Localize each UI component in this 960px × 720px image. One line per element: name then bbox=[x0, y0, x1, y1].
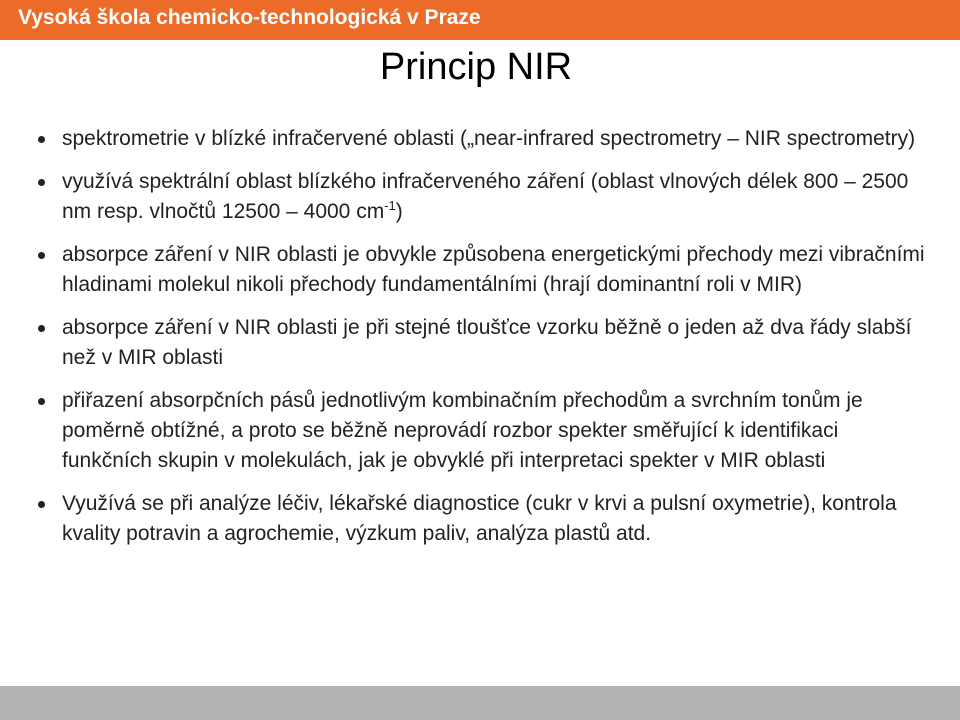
bullet-item bbox=[62, 167, 932, 227]
bullet-text bbox=[62, 170, 908, 223]
bullet-item bbox=[62, 386, 932, 476]
bullet-dot-icon bbox=[38, 501, 45, 508]
bullet-dot-icon bbox=[38, 136, 45, 143]
bullet-text: spektrometrie v blízké infračervené oblasti („near-infrared spectrometry – NIR spectrometry) bbox=[62, 127, 916, 150]
bullet-text: absorpce záření v NIR oblasti je při stejné tloušťce vzorku běžně o jeden až dva řády slabší než v MIR oblasti bbox=[62, 316, 912, 369]
bullet-item bbox=[62, 240, 932, 300]
bullet-item bbox=[62, 489, 932, 549]
bullet-text: Využívá se při analýze léčiv, lékařské diagnostice (cukr v krvi a pulsní oxymetrie), kontrola kvality potravin a agrochemie, výzkum paliv, analýza plastů atd. bbox=[62, 492, 897, 545]
bullet-dot-icon bbox=[38, 325, 45, 332]
bullet-text-main: využívá spektrální oblast blízkého infračerveného záření (oblast vlnových délek 800 – 2500 nm resp. vlnočtů 12500 – 4000 cm bbox=[62, 170, 909, 223]
institution-name: Vysoká škola chemicko-technologická v Praze bbox=[18, 6, 481, 29]
bullet-text: přiřazení absorpčních pásů jednotlivým kombinačním přechodům a svrchním tonům je poměrně obtížné, a proto se běžně neprovádí rozbor spekter směřující k identifikaci funkčních skupin v molekulách, jak je obvyklé při interpretaci spekter v MIR oblasti bbox=[62, 389, 863, 472]
bullet-dot-icon bbox=[38, 398, 45, 405]
bullet-text-tail: ) bbox=[395, 200, 403, 223]
bullet-dot-icon bbox=[38, 252, 45, 259]
slide-title bbox=[0, 46, 960, 89]
bullet-item bbox=[62, 124, 932, 154]
bullet-list bbox=[62, 124, 932, 562]
bullet-item bbox=[62, 313, 932, 373]
header-bar bbox=[0, 0, 960, 40]
slide-title-text: Princip NIR bbox=[379, 46, 573, 88]
superscript-exponent: -1 bbox=[384, 198, 396, 213]
bullet-text: absorpce záření v NIR oblasti je obvykle způsobena energetickými přechody mezi vibračními hladinami molekul nikoli přechody fundamentálními (hrají dominantní roli v MIR) bbox=[62, 243, 925, 296]
footer-bar bbox=[0, 686, 960, 720]
bullet-dot-icon bbox=[38, 179, 45, 186]
